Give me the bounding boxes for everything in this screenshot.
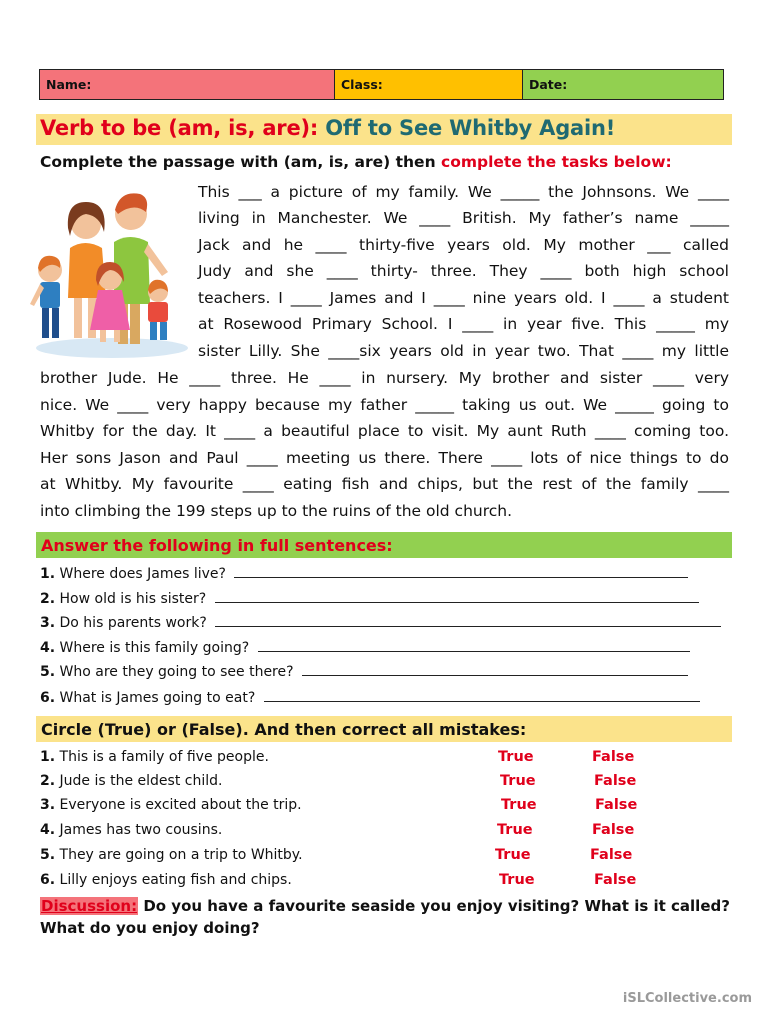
title-story-part: Off to See Whitby Again! <box>325 116 616 140</box>
false-option[interactable]: False <box>592 822 635 838</box>
statement-item <box>40 797 302 813</box>
question-number: 1. <box>40 566 56 582</box>
false-option[interactable]: False <box>592 749 635 765</box>
answer-line[interactable] <box>264 690 700 702</box>
statement-item <box>40 847 303 863</box>
statement-number: 4. <box>40 822 56 838</box>
answer-line[interactable] <box>234 566 688 578</box>
true-option[interactable]: True <box>495 847 531 863</box>
true-option[interactable]: True <box>497 822 533 838</box>
statement-item <box>40 872 292 888</box>
name-field[interactable]: Name: <box>40 70 335 99</box>
passage-line: Whitby for the day. It ____ a beautiful place to visit. My aunt Ruth ____ coming too. <box>40 422 729 440</box>
passage-line: Jack and he ____ thirty-five years old. My mother ___ called <box>198 236 729 254</box>
statement-text: This is a family of five people. <box>59 749 269 765</box>
question-text: What is James going to eat? <box>59 690 256 706</box>
question-item <box>40 566 688 582</box>
page-title <box>40 116 615 140</box>
discussion-block <box>40 895 730 939</box>
statement-number: 1. <box>40 749 56 765</box>
answer-line[interactable] <box>302 664 688 676</box>
passage-line: Her sons Jason and Paul ____ meeting us there. There ____ lots of nice things to do <box>40 449 729 467</box>
false-option[interactable]: False <box>590 847 633 863</box>
question-text: Who are they going to see there? <box>59 664 294 680</box>
statement-number: 3. <box>40 797 56 813</box>
question-number: 4. <box>40 640 56 656</box>
false-option[interactable]: False <box>595 797 638 813</box>
discussion-label: Discussion: <box>41 897 138 915</box>
passage-line: at Whitby. My favourite ____ eating fish and chips, but the rest of the family ____ <box>40 475 729 493</box>
passage-line: Judy and she ____ thirty- three. They ____ both high school <box>198 262 729 280</box>
true-option[interactable]: True <box>501 797 537 813</box>
passage-line: teachers. I ____ James and I ____ nine years old. I ____ a student <box>198 289 729 307</box>
true-option[interactable]: True <box>499 872 535 888</box>
question-text: Where is this family going? <box>59 640 250 656</box>
passage-line: brother Jude. He ____ three. He ____ in nursery. My brother and sister ____ very <box>40 369 729 387</box>
false-option[interactable]: False <box>594 872 637 888</box>
question-number: 3. <box>40 615 56 631</box>
passage-line: sister Lilly. She ____six years old in year two. That ____ my little <box>198 342 729 360</box>
statement-number: 2. <box>40 773 56 789</box>
instruction-highlight: complete the tasks below: <box>441 153 672 171</box>
statement-text: Everyone is excited about the trip. <box>59 797 302 813</box>
true-option[interactable]: True <box>498 749 534 765</box>
passage-line: nice. We ____ very happy because my father _____ taking us out. We _____ going to <box>40 396 729 414</box>
passage-line: living in Manchester. We ____ British. My father’s name _____ <box>198 209 729 227</box>
question-item <box>40 615 721 631</box>
instructions <box>40 153 672 171</box>
passage-line: This ___ a picture of my family. We _____ the Johnsons. We ____ <box>198 183 729 201</box>
family-illustration <box>30 180 190 360</box>
statement-text: Jude is the eldest child. <box>59 773 223 789</box>
question-item <box>40 664 688 680</box>
question-item <box>40 640 690 656</box>
question-text: How old is his sister? <box>59 591 207 607</box>
question-item <box>40 690 700 706</box>
date-field[interactable]: Date: <box>523 70 723 99</box>
title-grammar-part: Verb to be (am, is, are): <box>40 116 319 140</box>
watermark: iSLCollective.com <box>622 991 752 1006</box>
section-answer-heading: Answer the following in full sentences: <box>36 532 732 558</box>
class-field[interactable]: Class: <box>335 70 523 99</box>
statement-text: They are going on a trip to Whitby. <box>59 847 303 863</box>
question-item <box>40 591 699 607</box>
section-true-false-heading: Circle (True) or (False). And then correct all mistakes: <box>36 716 732 742</box>
statement-item <box>40 749 269 765</box>
passage-line: at Rosewood Primary School. I ____ in year five. This _____ my <box>198 315 729 333</box>
question-number: 2. <box>40 591 56 607</box>
question-number: 5. <box>40 664 56 680</box>
header-row <box>39 69 724 100</box>
instruction-main: Complete the passage with (am, is, are) then <box>40 153 436 171</box>
statement-item <box>40 773 222 789</box>
passage-line: into climbing the 199 steps up to the ruins of the old church. <box>40 502 513 520</box>
true-option[interactable]: True <box>500 773 536 789</box>
answer-line[interactable] <box>215 615 721 627</box>
answer-line[interactable] <box>215 591 699 603</box>
statement-text: James has two cousins. <box>59 822 223 838</box>
false-option[interactable]: False <box>594 773 637 789</box>
statement-number: 5. <box>40 847 56 863</box>
answer-line[interactable] <box>258 640 690 652</box>
question-text: Do his parents work? <box>59 615 207 631</box>
question-text: Where does James live? <box>59 566 226 582</box>
question-number: 6. <box>40 690 56 706</box>
statement-text: Lilly enjoys eating fish and chips. <box>59 872 292 888</box>
statement-item <box>40 822 222 838</box>
statement-number: 6. <box>40 872 56 888</box>
discussion-question: Do you have a favourite seaside you enjoy visiting? What is it called? What do you enjoy doing? <box>40 897 730 937</box>
